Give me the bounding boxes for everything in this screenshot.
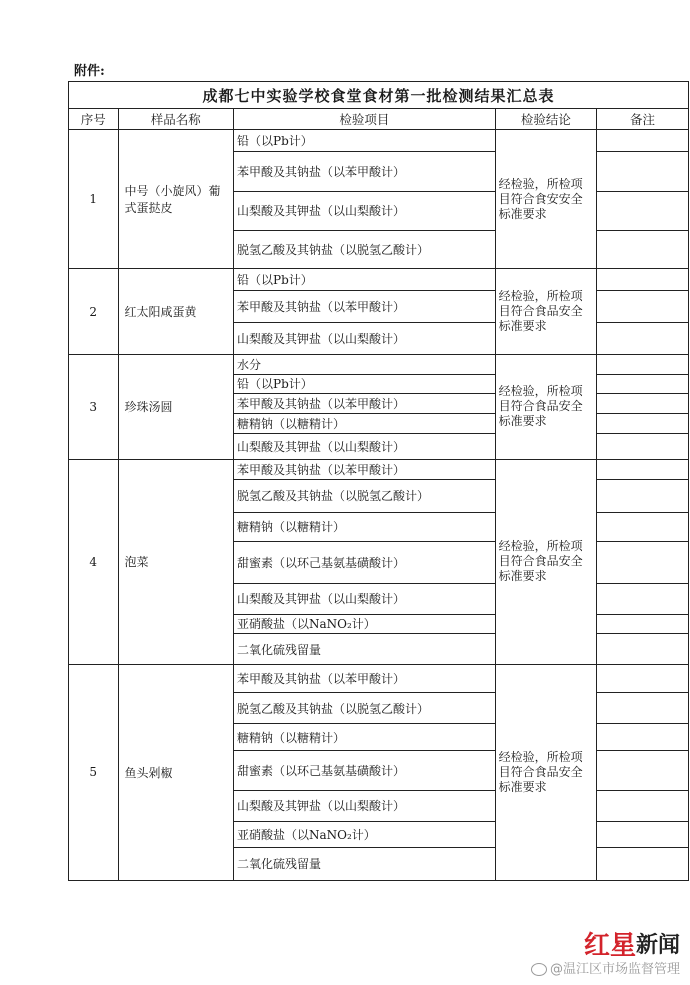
sample-index: 4: [69, 460, 119, 665]
test-item: 二氧化硫残留量: [234, 847, 496, 880]
remark-cell: [597, 542, 689, 584]
table-row: [69, 130, 689, 152]
remark-cell: [597, 790, 689, 821]
test-item: 铅（以Pb计）: [234, 130, 496, 152]
remark-cell: [597, 847, 689, 880]
table-row: [69, 269, 689, 291]
test-item: 铅（以Pb计）: [234, 269, 496, 291]
test-item: 铅（以Pb计）: [234, 374, 496, 394]
weibo-handle: @温江区市场监督管理: [549, 962, 680, 977]
header-index: 序号: [69, 109, 119, 130]
test-item: 亚硝酸盐（以NaNO₂计）: [234, 821, 496, 847]
test-conclusion: 经检验，所检项目符合食品安全标准要求: [495, 460, 596, 665]
test-item: 糖精钠（以糖精计）: [234, 512, 496, 542]
remark-cell: [597, 821, 689, 847]
test-item: 山梨酸及其钾盐（以山梨酸计）: [234, 433, 496, 459]
sample-name: 泡菜: [118, 460, 234, 665]
remark-cell: [597, 751, 689, 790]
remark-cell: [597, 291, 689, 323]
test-item: 脱氢乙酸及其钠盐（以脱氢乙酸计）: [234, 693, 496, 724]
test-item: 甜蜜素（以环己基氨基磺酸计）: [234, 751, 496, 790]
test-item: 山梨酸及其钾盐（以山梨酸计）: [234, 583, 496, 614]
remark-cell: [597, 460, 689, 480]
sample-index: 2: [69, 269, 119, 354]
remark-cell: [597, 614, 689, 634]
test-item: 苯甲酸及其钠盐（以苯甲酸计）: [234, 152, 496, 191]
attachment-label: 附件:: [74, 64, 105, 79]
logo-red-text: 红星: [583, 931, 636, 961]
remark-cell: [597, 433, 689, 459]
sample-name: 鱼头剁椒: [118, 664, 234, 880]
test-item: 糖精钠（以糖精计）: [234, 414, 496, 434]
weibo-icon: [531, 963, 547, 976]
remark-cell: [597, 479, 689, 512]
test-item: 二氧化硫残留量: [234, 634, 496, 665]
test-conclusion: 经检验，所检项目符合食品安全标准要求: [495, 269, 596, 354]
remark-cell: [597, 269, 689, 291]
remark-cell: [597, 191, 689, 230]
header-row: [69, 109, 689, 130]
table-row: [69, 354, 689, 374]
table-row: [69, 460, 689, 480]
weibo-watermark: [531, 958, 680, 977]
test-item: 水分: [234, 354, 496, 374]
test-conclusion: 经检验，所检项目符合食品安全标准要求: [495, 664, 596, 880]
header-conclusion: 检验结论: [495, 109, 596, 130]
remark-cell: [597, 354, 689, 374]
table-row: [69, 664, 689, 692]
remark-cell: [597, 512, 689, 542]
test-item: 山梨酸及其钾盐（以山梨酸计）: [234, 323, 496, 355]
remark-cell: [597, 414, 689, 434]
header-remark: 备注: [597, 109, 689, 130]
table-title: 成都七中实验学校食堂食材第一批检测结果汇总表: [69, 82, 689, 109]
test-item: 脱氢乙酸及其钠盐（以脱氢乙酸计）: [234, 231, 496, 269]
remark-cell: [597, 152, 689, 191]
sample-name: 珍珠汤圆: [118, 354, 234, 459]
remark-cell: [597, 724, 689, 751]
remark-cell: [597, 130, 689, 152]
sample-index: 1: [69, 130, 119, 269]
test-item: 山梨酸及其钾盐（以山梨酸计）: [234, 191, 496, 230]
test-conclusion: 经检验，所检项目符合食品安全标准要求: [495, 354, 596, 459]
remark-cell: [597, 664, 689, 692]
test-item: 山梨酸及其钾盐（以山梨酸计）: [234, 790, 496, 821]
header-item: 检验项目: [234, 109, 496, 130]
header-sample: 样品名称: [118, 109, 234, 130]
test-conclusion: 经检验，所检项目符合食安安全标准要求: [495, 130, 596, 269]
remark-cell: [597, 634, 689, 665]
test-item: 甜蜜素（以环己基氨基磺酸计）: [234, 542, 496, 584]
news-logo: [584, 925, 680, 962]
logo-black-text: 新闻: [635, 933, 680, 958]
test-item: 苯甲酸及其钠盐（以苯甲酸计）: [234, 664, 496, 692]
remark-cell: [597, 323, 689, 355]
test-item: 苯甲酸及其钠盐（以苯甲酸计）: [234, 394, 496, 414]
remark-cell: [597, 374, 689, 394]
sample-name: 中号（小旋风）葡式蛋挞皮: [118, 130, 234, 269]
test-item: 苯甲酸及其钠盐（以苯甲酸计）: [234, 460, 496, 480]
test-item: 脱氢乙酸及其钠盐（以脱氢乙酸计）: [234, 479, 496, 512]
remark-cell: [597, 394, 689, 414]
sample-name: 红太阳咸蛋黄: [118, 269, 234, 354]
remark-cell: [597, 231, 689, 269]
sample-index: 5: [69, 664, 119, 880]
remark-cell: [597, 583, 689, 614]
test-item: 亚硝酸盐（以NaNO₂计）: [234, 614, 496, 634]
test-item: 苯甲酸及其钠盐（以苯甲酸计）: [234, 291, 496, 323]
remark-cell: [597, 693, 689, 724]
sample-index: 3: [69, 354, 119, 459]
results-table: [68, 81, 689, 881]
test-item: 糖精钠（以糖精计）: [234, 724, 496, 751]
